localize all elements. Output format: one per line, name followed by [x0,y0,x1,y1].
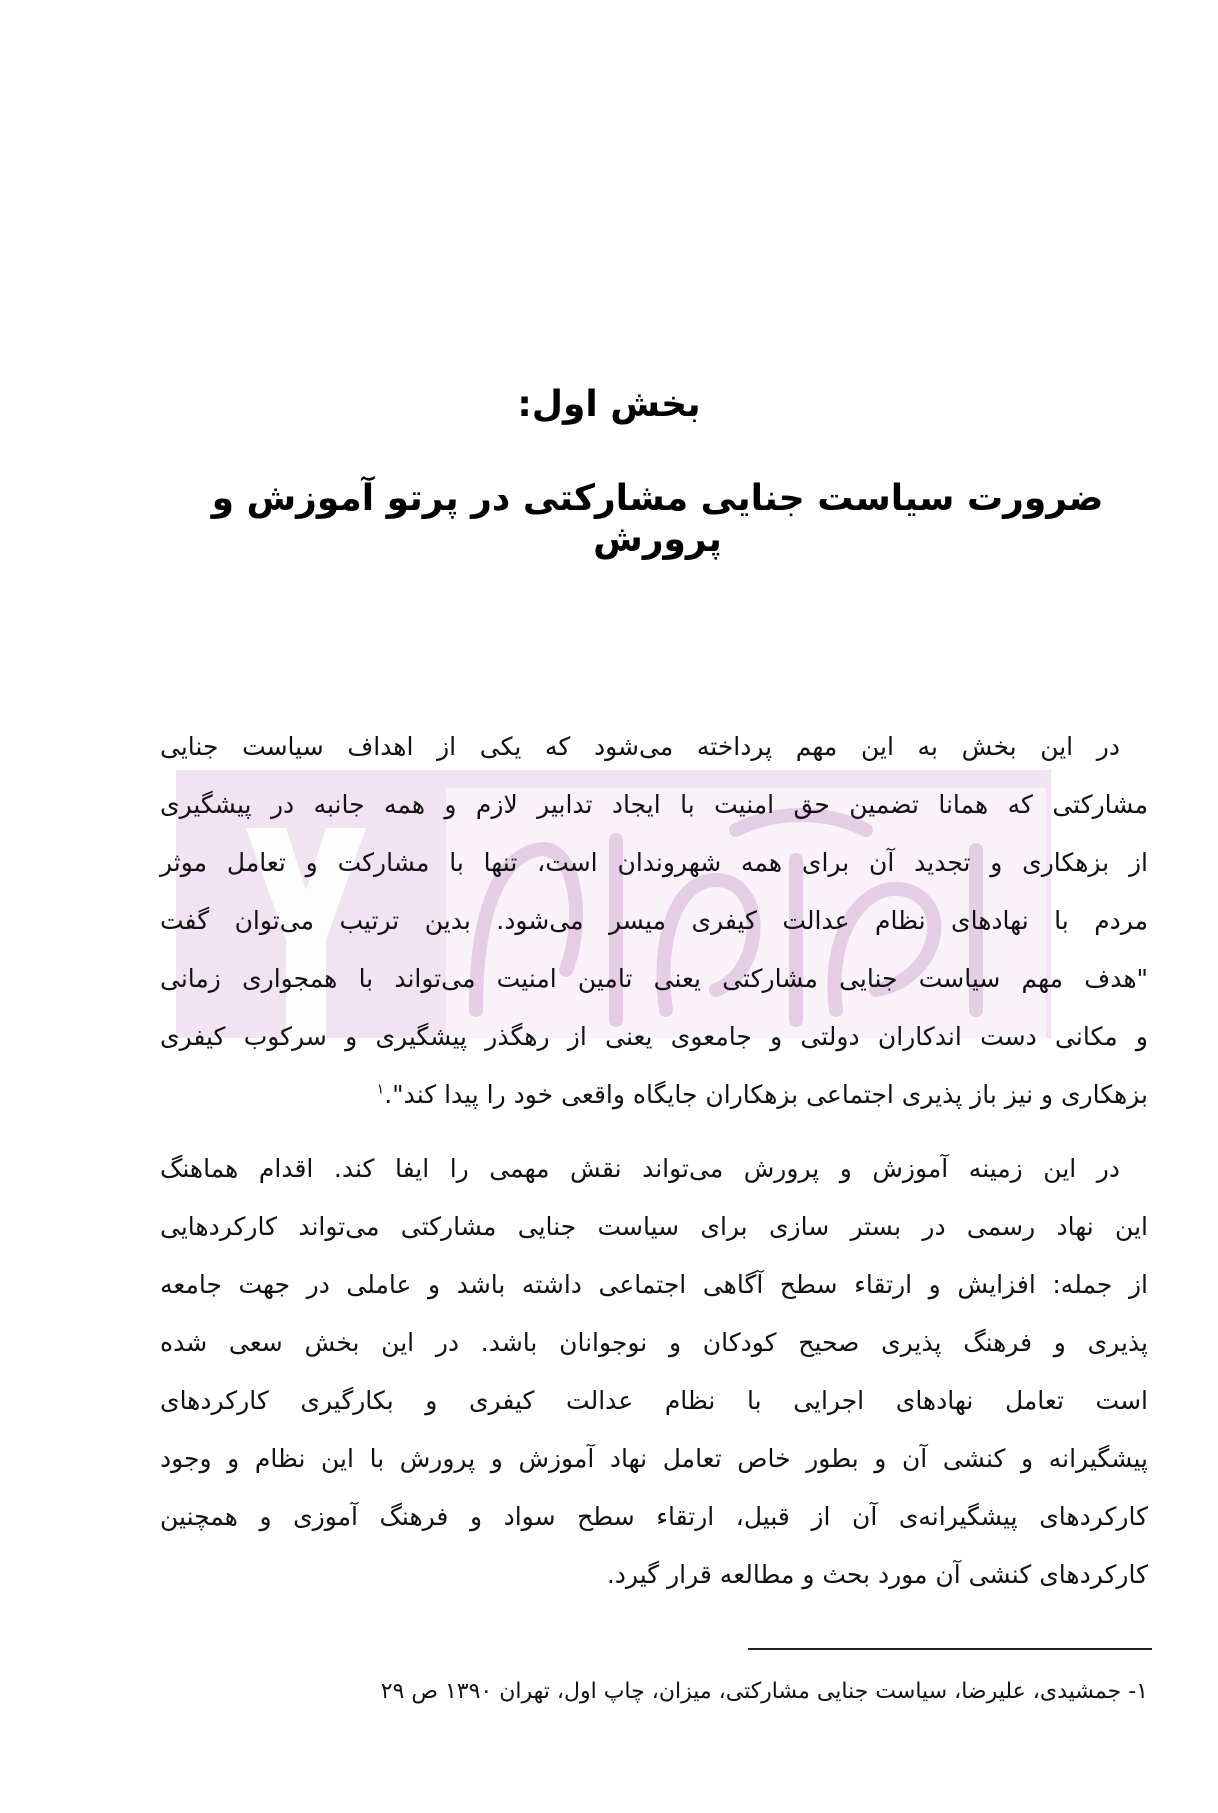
paragraph-line: در این بخش به این مهم پرداخته می‌شود که یکی از اهداف سیاست جنایی [160,732,1120,761]
paragraph-line: پذیری و فرهنگ پذیری صحیح کودکان و نوجوانان باشد. در این بخش سعی شده [160,1328,1148,1357]
paragraph-line: "هدف مهم سیاست جنایی مشارکتی یعنی تامین امنیت می‌تواند با همجواری زمانی [160,964,1148,993]
section-heading: بخش اول: [517,384,701,425]
paragraph-line: است تعامل نهادهای اجرایی با نظام عدالت کیفری و بکارگیری کارکردهای [160,1386,1148,1415]
paragraph-line: بزهکاری و نیز باز پذیری اجتماعی بزهکاران جایگاه واقعی خود را پیدا کند". [384,1080,1148,1109]
section-title: ضرورت سیاست جنایی مشارکتی در پرتو آموزش و پرورش [211,478,1104,560]
footnote-marker[interactable]: ۱ [376,1081,385,1098]
paragraph-line: این نهاد رسمی در بستر سازی برای سیاست جنایی مشارکتی می‌تواند کارکردهایی [160,1212,1148,1241]
paragraph-line: کارکردهای کنشی آن مورد بحث و مطالعه قرار گیرد. [606,1560,1148,1589]
paragraph-line-last [160,1066,1148,1124]
paragraph-2 [160,1140,1148,1604]
paragraph-line: کارکردهای پیشگیرانه‌ی آن از قبیل، ارتقاء سطح سواد و فرهنگ آموزی و همچنین [160,1502,1148,1531]
paragraph-line: مردم با نهادهای نظام عدالت کیفری میسر می‌شود. بدین ترتیب می‌توان گفت [160,906,1148,935]
paragraph-1 [160,718,1148,1124]
paragraph-line: و مکانی دست اندکاران دولتی و جامعوی یعنی از رهگذر پیشگیری و سرکوب کیفری [160,1022,1148,1051]
paragraph-line: از جمله: افزایش و ارتقاء سطح آگاهی اجتماعی داشته باشد و عاملی در جهت جامعه [160,1270,1148,1299]
footnote-divider [748,1648,1152,1650]
paragraph-line: در این زمینه آموزش و پرورش می‌تواند نقش مهمی را ایفا کند. اقدام هماهنگ [160,1154,1120,1183]
footnote: ۱- جمشیدی، علیرضا، سیاست جنایی مشارکتی، میزان، چاپ اول، تهران ۱۳۹۰ ص ۲۹ [380,1679,1148,1704]
paragraph-line: مشارکتی که همانا تضمین حق امنیت با ایجاد تدابیر لازم و همه جانبه در پیشگیری [160,790,1148,819]
paragraph-line: از بزهکاری و تجدید آن برای همه شهروندان است، تنها با مشارکت و تعامل موثر [160,848,1148,877]
paragraph-line: پیشگیرانه و کنشی آن و بطور خاص تعامل نهاد آموزش و پرورش با این نظام و وجود [160,1444,1148,1473]
